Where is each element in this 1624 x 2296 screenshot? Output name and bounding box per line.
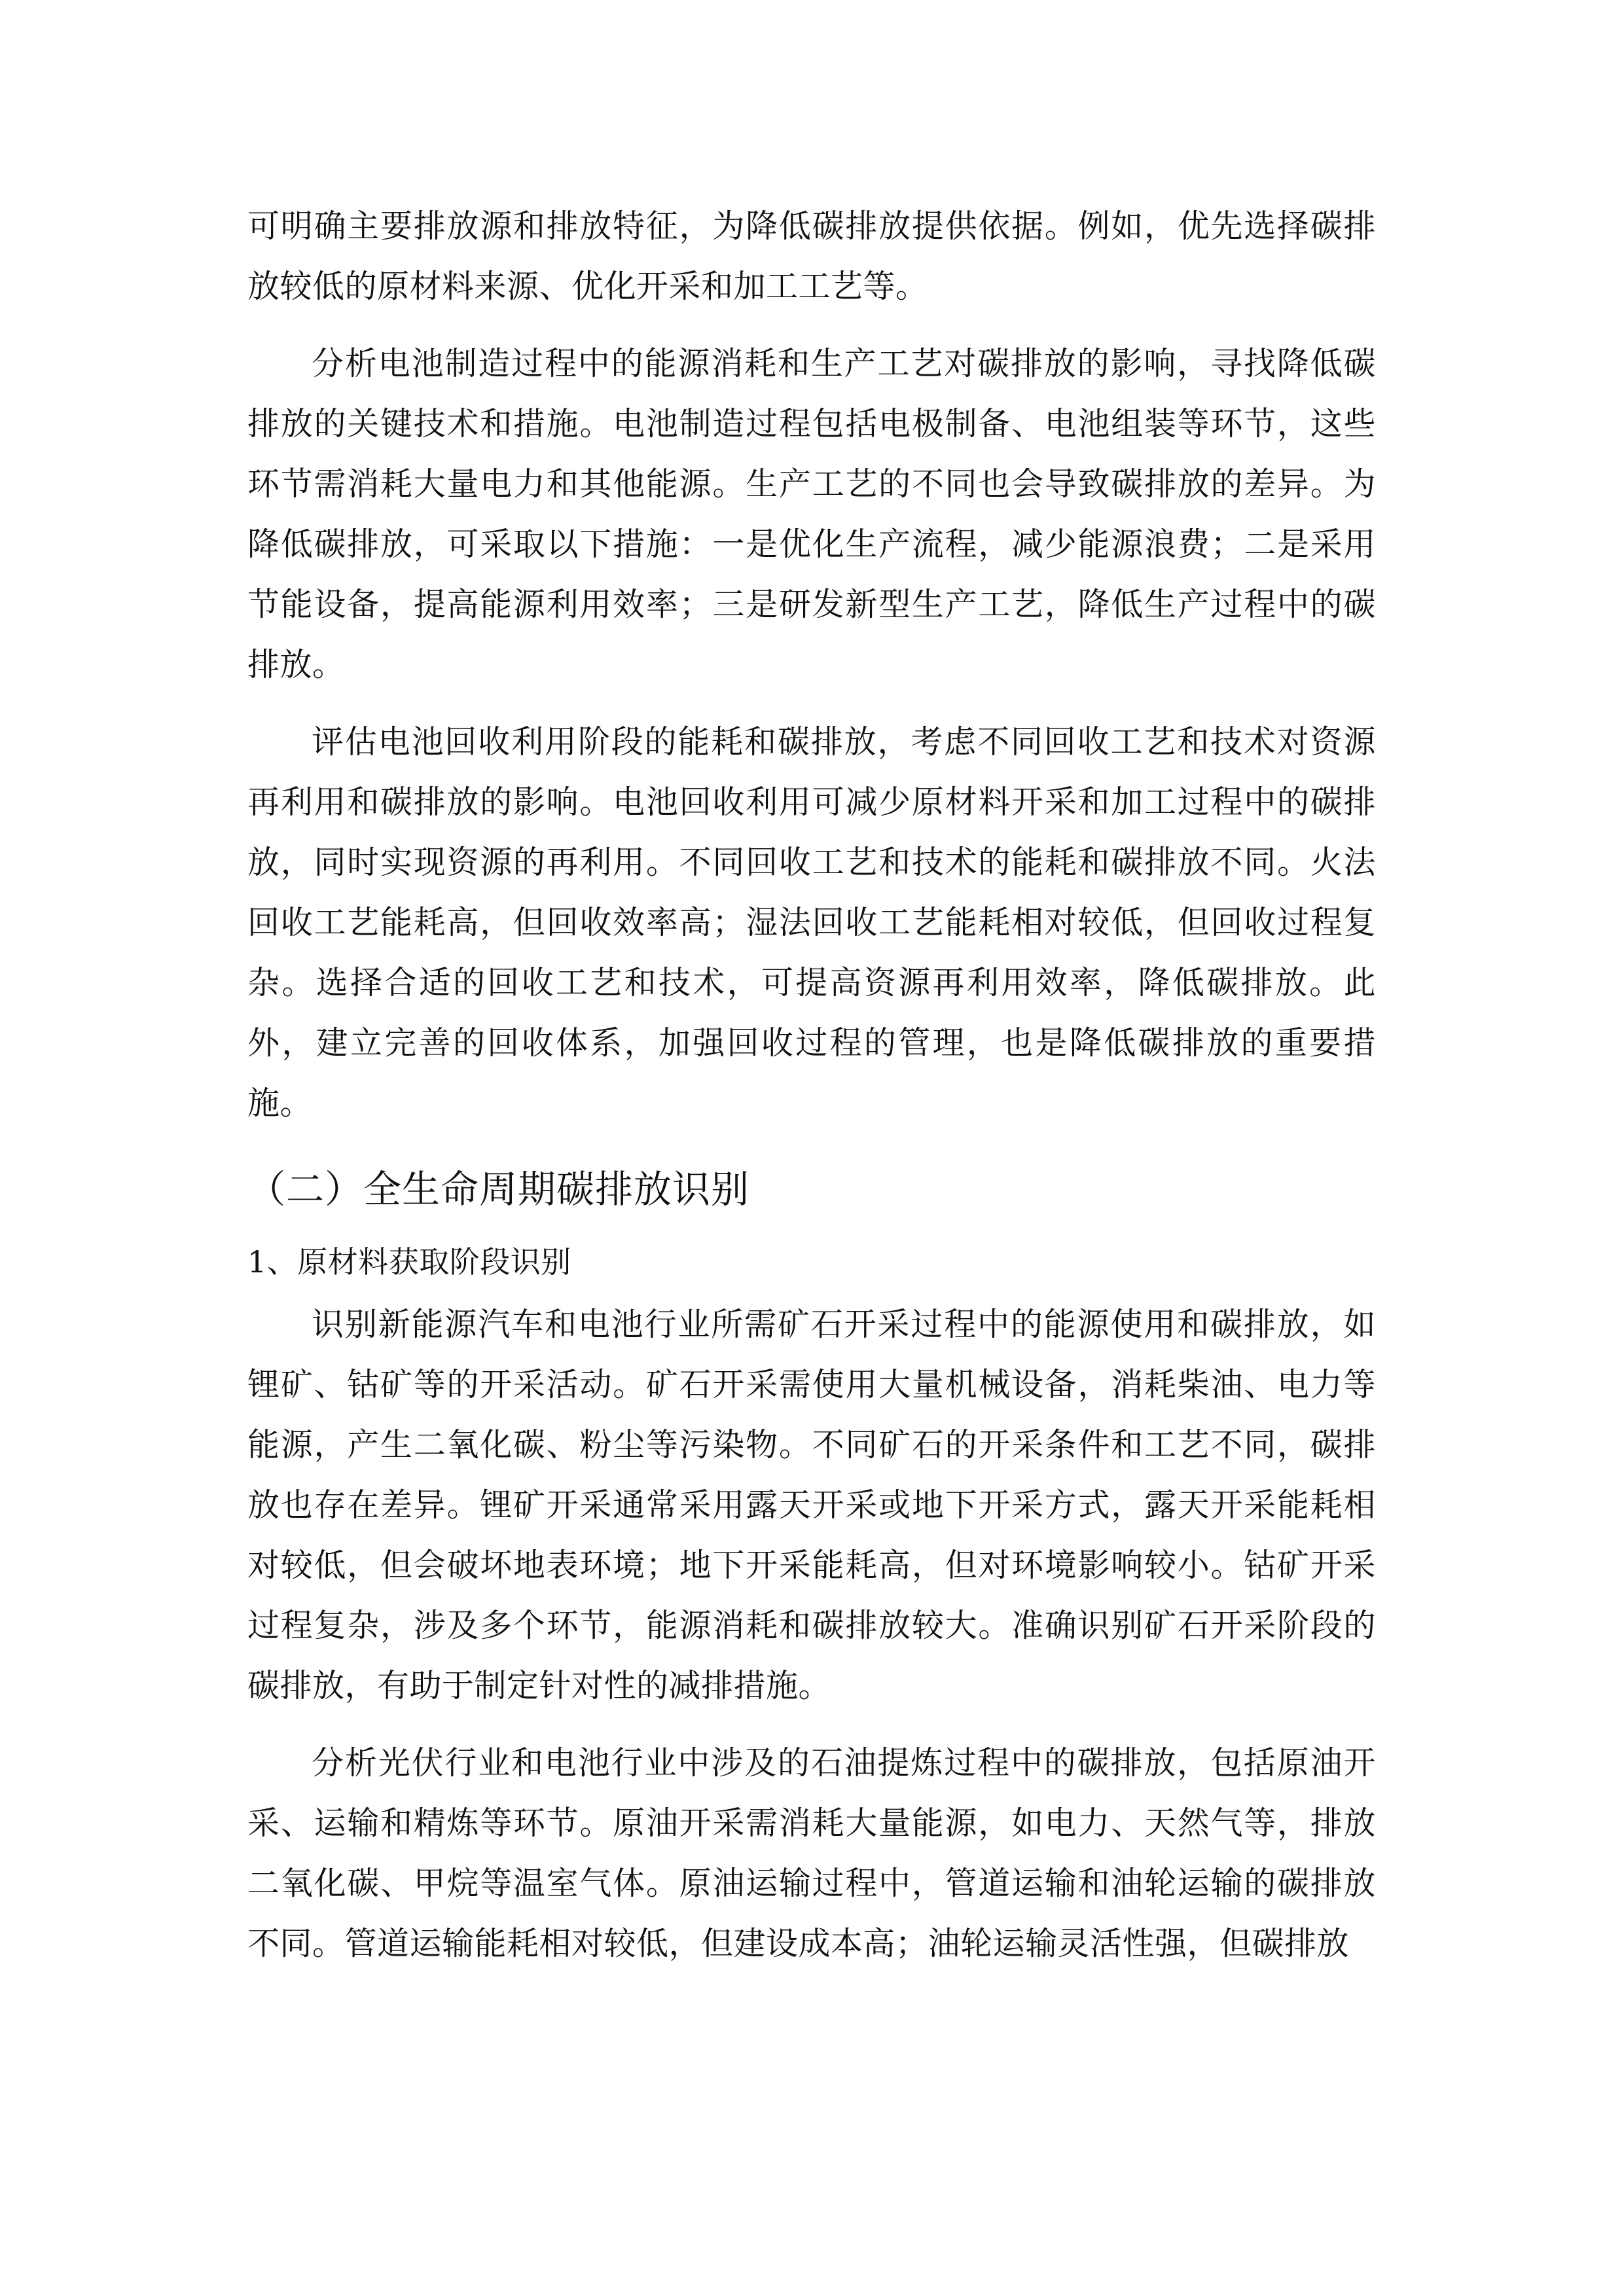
sub-heading: 1、原材料获取阶段识别 — [247, 1244, 571, 1280]
paragraph-ore-mining: 识别新能源汽车和电池行业所需矿石开采过程中的能源使用和碳排放，如锂矿、钴矿等的开采活动。矿石开采需使用大量机械设备，消耗柴油、电力等能源，产生二氧化碳、粉尘等污染物。不同矿石的开采条件和工艺不同，碳排放也存在差异。锂矿开采通常采用露天开采或地下开采方式，露天开采能耗相对较低，但会破坏地表环境；地下开采能耗高，但对环境影响较小。钴矿开采过程复杂，涉及多个环节，能源消耗和碳排放较大。准确识别矿石开采阶段的碳排放，有助于制定针对性的减排措施。 — [247, 1306, 1376, 1704]
paragraph-raw-material-continuation: 可明确主要排放源和排放特征，为降低碳排放提供依据。例如，优先选择碳排放较低的原材料来源、优化开采和加工工艺等。 — [247, 207, 1376, 305]
section-heading: （二）全生命周期碳排放识别 — [247, 1167, 750, 1211]
document-page — [247, 196, 1376, 1974]
paragraph-battery-manufacturing: 分析电池制造过程中的能源消耗和生产工艺对碳排放的影响，寻找降低碳排放的关键技术和措施。电池制造过程包括电极制备、电池组装等环节，这些环节需消耗大量电力和其他能源。生产工艺的不同也会导致碳排放的差异。为降低碳排放，可采取以下措施：一是优化生产流程，减少能源浪费；二是采用节能设备，提高能源利用效率；三是研发新型生产工艺，降低生产过程中的碳排放。 — [247, 345, 1376, 683]
paragraph-battery-recycling: 评估电池回收利用阶段的能耗和碳排放，考虑不同回收工艺和技术对资源再利用和碳排放的影响。电池回收利用可减少原材料开采和加工过程中的碳排放，同时实现资源的再利用。不同回收工艺和技术的能耗和碳排放不同。火法回收工艺能耗高，但回收效率高；湿法回收工艺能耗相对较低，但回收过程复杂。选择合适的回收工艺和技术，可提高资源再利用效率，降低碳排放。此外，建立完善的回收体系，加强回收过程的管理，也是降低碳排放的重要措施。 — [247, 723, 1376, 1122]
paragraph-oil-refining: 分析光伏行业和电池行业中涉及的石油提炼过程中的碳排放，包括原油开采、运输和精炼等环节。原油开采需消耗大量能源，如电力、天然气等，排放二氧化碳、甲烷等温室气体。原油运输过程中，管道运输和油轮运输的碳排放不同。管道运输能耗相对较低，但建设成本高；油轮运输灵活性强，但碳排放 — [247, 1744, 1376, 1962]
